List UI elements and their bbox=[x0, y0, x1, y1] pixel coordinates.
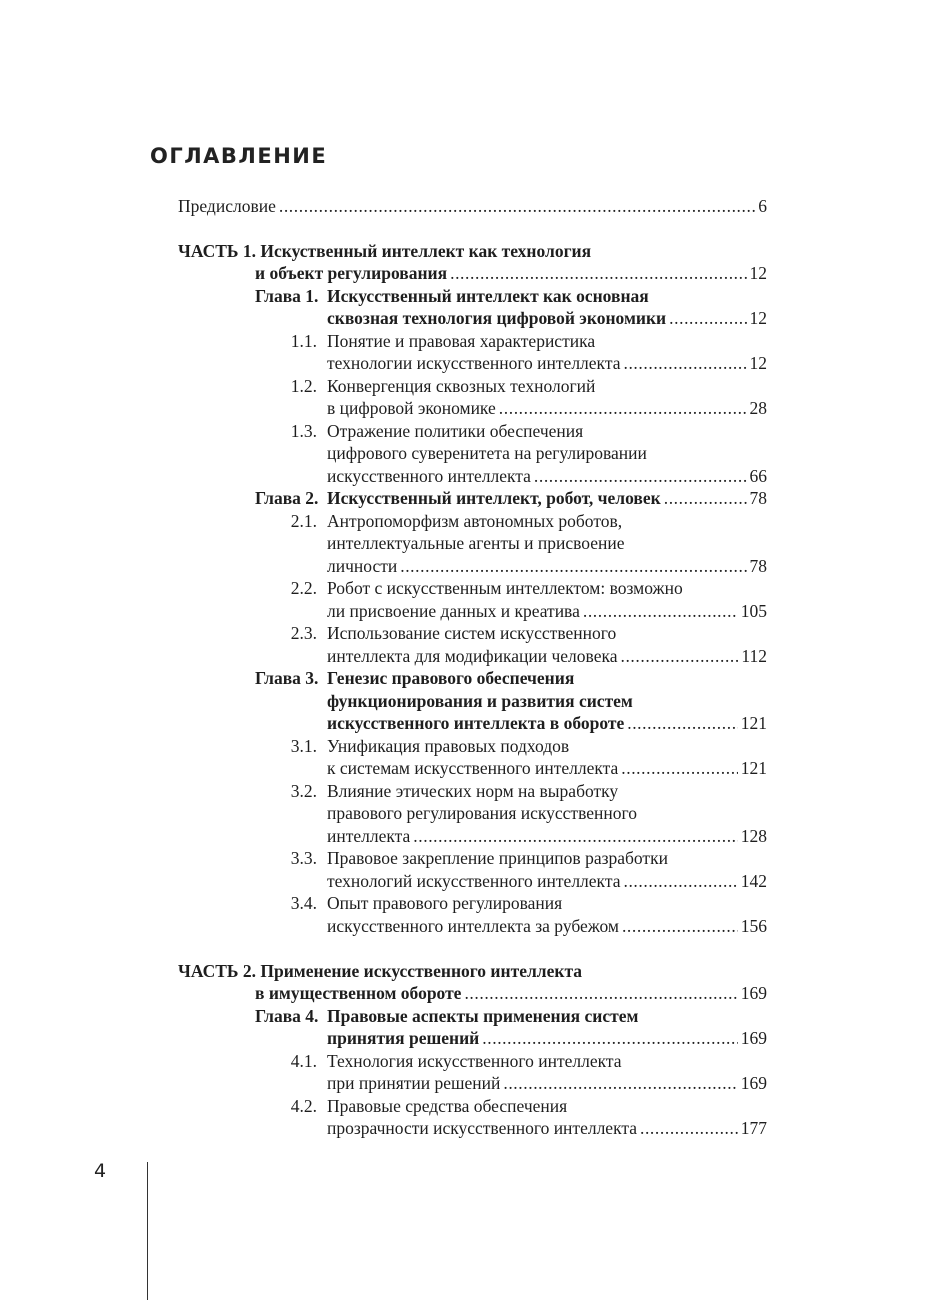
toc-part-2-title[interactable]: ЧАСТЬ 2. Применение искусственного интеллекта bbox=[178, 961, 583, 981]
section-number: 4.1. bbox=[290, 1051, 317, 1071]
leader-dots bbox=[464, 982, 737, 1005]
toc-chapter-1-cont[interactable]: сквозная технология цифровой экономики ..... 12 bbox=[327, 307, 767, 330]
toc-section-2-1-cont[interactable]: интеллектуальные агенты и присвоение bbox=[327, 533, 625, 553]
chapter-label: Глава 2. bbox=[255, 488, 319, 508]
toc-section-3-1[interactable]: Унификация правовых подходов bbox=[327, 736, 570, 756]
section-number: 3.2. bbox=[290, 781, 317, 801]
toc-chapter-1[interactable]: Искусственный интеллект как основная bbox=[327, 286, 649, 306]
section-number: 1.3. bbox=[290, 421, 317, 441]
toc-chapter-2[interactable]: Искусственный интеллект, робот, человек ..... 78 bbox=[327, 487, 767, 510]
leader-dots bbox=[499, 397, 747, 420]
toc-chapter-4-cont[interactable]: принятия решений ..... 169 bbox=[327, 1027, 767, 1050]
leader-dots bbox=[669, 307, 746, 330]
section-number: 3.3. bbox=[290, 848, 317, 868]
toc-section-1-2-cont[interactable]: в цифровой экономике ..... 28 bbox=[327, 397, 767, 420]
leader-dots bbox=[503, 1072, 737, 1095]
chapter-label: Глава 3. bbox=[255, 668, 319, 688]
section-number: 2.2. bbox=[290, 578, 317, 598]
leader-dots bbox=[400, 555, 746, 578]
section-number: 2.3. bbox=[290, 623, 317, 643]
toc-section-1-3[interactable]: Отражение политики обеспечения bbox=[327, 421, 584, 441]
toc-section-3-4-cont[interactable]: искусственного интеллекта за рубежом ..... 156 bbox=[327, 915, 767, 938]
leader-dots bbox=[627, 712, 738, 735]
section-number: 1.1. bbox=[290, 331, 317, 351]
toc-chapter-3[interactable]: Генезис правового обеспечения bbox=[327, 668, 575, 688]
toc-section-3-2[interactable]: Влияние этических норм на выработку bbox=[327, 781, 619, 801]
toc-section-2-2-cont[interactable]: ли присвоение данных и креатива ..... 105 bbox=[327, 600, 767, 623]
toc-heading: ОГЛАВЛЕНИЕ bbox=[150, 144, 328, 168]
leader-dots bbox=[413, 825, 737, 848]
toc-section-2-2[interactable]: Робот с искусственным интеллектом: возможно bbox=[327, 578, 683, 598]
leader-dots bbox=[583, 600, 738, 623]
toc-section-2-1[interactable]: Антропоморфизм автономных роботов, bbox=[327, 511, 623, 531]
leader-dots bbox=[623, 870, 737, 893]
toc-section-2-3[interactable]: Использование систем искусственного bbox=[327, 623, 617, 643]
chapter-label: Глава 4. bbox=[255, 1006, 319, 1026]
leader-dots bbox=[640, 1117, 738, 1140]
toc-section-4-2-cont[interactable]: прозрачности искусственного интеллекта ..... 177 bbox=[327, 1117, 767, 1140]
margin-rule bbox=[147, 1162, 148, 1300]
leader-dots bbox=[622, 915, 738, 938]
toc-section-3-2-cont2[interactable]: интеллекта ..... 128 bbox=[327, 825, 767, 848]
toc-chapter-4[interactable]: Правовые аспекты применения систем bbox=[327, 1006, 639, 1026]
leader-dots bbox=[482, 1027, 737, 1050]
leader-dots bbox=[664, 487, 747, 510]
toc-section-4-2[interactable]: Правовые средства обеспечения bbox=[327, 1096, 568, 1116]
leader-dots bbox=[534, 465, 747, 488]
toc-section-1-3-cont[interactable]: цифрового суверенитета на регулировании bbox=[327, 443, 647, 463]
toc-section-2-3-cont[interactable]: интеллекта для модификации человека ..... 112 bbox=[327, 645, 767, 668]
toc-section-1-3-cont2[interactable]: искусственного интеллекта ..... 66 bbox=[327, 465, 767, 488]
page-number: 4 bbox=[94, 1160, 107, 1182]
entry-page: 6 bbox=[758, 196, 767, 216]
section-number: 3.4. bbox=[290, 893, 317, 913]
toc-section-3-1-cont[interactable]: к системам искусственного интеллекта ..... 121 bbox=[327, 757, 767, 780]
leader-dots bbox=[623, 352, 746, 375]
section-number: 2.1. bbox=[290, 511, 317, 531]
toc-section-1-1[interactable]: Понятие и правовая характеристика bbox=[327, 331, 596, 351]
leader-dots bbox=[450, 262, 746, 285]
toc-part-2-title-cont[interactable]: в имущественном обороте ..... 169 bbox=[255, 982, 767, 1005]
toc-section-3-4[interactable]: Опыт правового регулирования bbox=[327, 893, 563, 913]
section-number: 3.1. bbox=[290, 736, 317, 756]
toc-section-3-3-cont[interactable]: технологий искусственного интеллекта ..... 142 bbox=[327, 870, 767, 893]
leader-dots bbox=[621, 757, 738, 780]
toc-part-1-title[interactable]: ЧАСТЬ 1. Искуственный интеллект как технология bbox=[178, 241, 592, 261]
entry-title: Предисловие bbox=[178, 196, 276, 216]
section-number: 4.2. bbox=[290, 1096, 317, 1116]
toc-chapter-3-cont[interactable]: функционирования и развития систем bbox=[327, 691, 633, 711]
toc-chapter-3-cont2[interactable]: искусственного интеллекта в обороте ..... 121 bbox=[327, 712, 767, 735]
toc-section-1-1-cont[interactable]: технологии искусственного интеллекта ..... 12 bbox=[327, 352, 767, 375]
toc-section-4-1-cont[interactable]: при принятии решений ..... 169 bbox=[327, 1072, 767, 1095]
toc-section-2-1-cont2[interactable]: личности ..... 78 bbox=[327, 555, 767, 578]
toc-section-3-3[interactable]: Правовое закрепление принципов разработки bbox=[327, 848, 668, 868]
leader-dots bbox=[279, 195, 755, 218]
entry-page: 169 bbox=[740, 983, 767, 1003]
toc-section-3-2-cont[interactable]: правового регулирования искусственного bbox=[327, 803, 637, 823]
toc-entry-preface[interactable] bbox=[178, 195, 767, 218]
section-number: 1.2. bbox=[290, 376, 317, 396]
toc-section-4-1[interactable]: Технология искусственного интеллекта bbox=[327, 1051, 622, 1071]
chapter-label: Глава 1. bbox=[255, 286, 319, 306]
leader-dots bbox=[620, 645, 738, 668]
entry-page: 12 bbox=[749, 263, 767, 283]
toc-part-1-title-cont[interactable]: и объект регулирования ..... 12 bbox=[255, 262, 767, 285]
toc-section-1-2[interactable]: Конвергенция сквозных технологий bbox=[327, 376, 596, 396]
